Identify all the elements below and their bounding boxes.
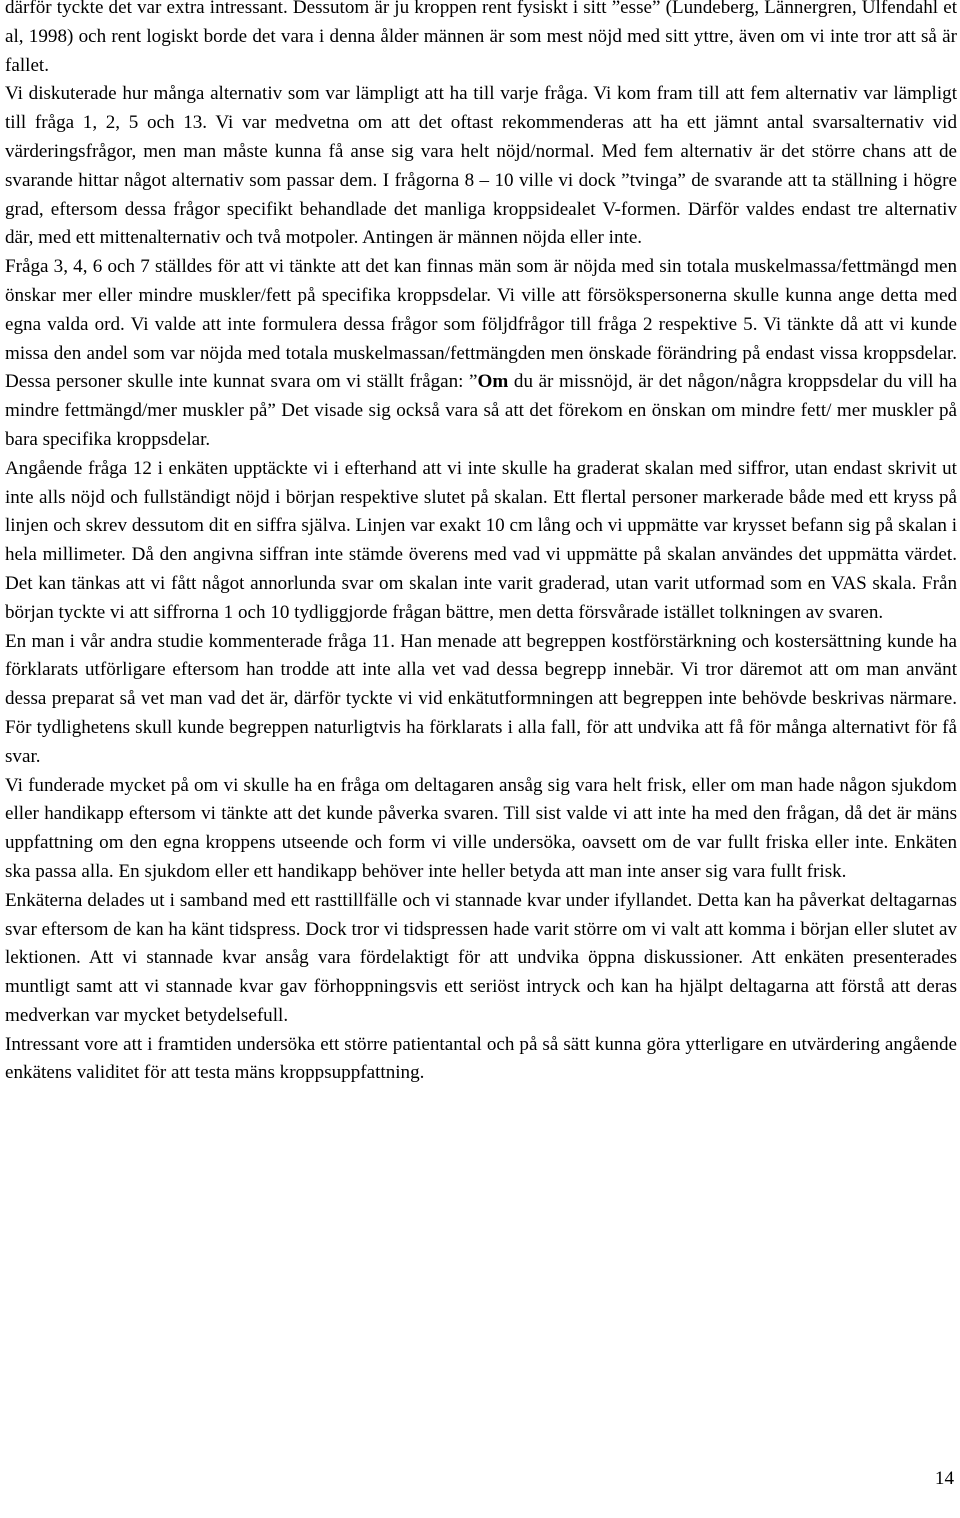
body-text: [5, 0, 957, 1088]
paragraph-future-research: Intressant vore att i framtiden undersöka ett större patientantal och på så sätt kunna göra ytterligare en utvärdering angående enkätens validitet för att testa mäns kroppsuppfattning.: [5, 1033, 957, 1084]
paragraph-answer-alternatives: Vi diskuterade hur många alternativ som var lämpligt att ha till varje fråga. Vi kom fram till att fem alternativ var lämpligt till fråga 1, 2, 5 och 13. Vi var medvetna om att det oftast rekommenderas att ha ett jämnt antal svarsalternativ vid värderingsfrågor, men man måste kunna få anse sig vara helt nöjd/normal. Med fem alternativ är det större chans att de svarande hittar något alternativ som passar dem. I frågorna 8 – 10 ville vi dock ”tvinga” de svarande att ta ställning i högre grad, eftersom dessa frågor specifikt behandlade det manliga kroppsidealet V-formen. Därför valdes endast tre alternativ där, med ett mittenalternativ och två motpoler. Antingen är männen nöjda eller inte.: [5, 83, 957, 249]
paragraph-health-question: Vi funderade mycket på om vi skulle ha en fråga om deltagaren ansåg sig vara helt frisk, eller om man hade någon sjukdom eller handikapp eftersom vi tänkte att det kunde påverka svaren. Till sist valde vi att inte ha med den frågan, då det är mäns uppfattning om den egna kroppens utseende och form vi ville undersöka, oavsett om de var fullt friska eller inte. Enkäten ska passa alla. En sjukdom eller ett handikapp behöver inte heller betyda att man inte anser sig vara fullt frisk.: [5, 774, 957, 882]
paragraph-distribution: Enkäterna delades ut i samband med ett rasttillfälle och vi stannade kvar under ifyllandet. Detta kan ha påverkat deltagarnas svar eftersom de kan ha känt tidspress. Dock tror vi tidspressen hade varit större om vi valt att komma i början eller slutet av lektionen. Att vi stannade kvar ansåg vara fördelaktigt för att undvika öppna diskussioner. Att enkäten presenterades muntligt samt att vi stannade kvar gav förhoppningsvis ett seriöst intryck och kan ha hjälpt deltagarna att förstå att deras medverkan var mycket betydelsefull.: [5, 889, 957, 1026]
page-number: 14: [934, 1468, 954, 1489]
paragraph-questions-text-before: Fråga 3, 4, 6 och 7 ställdes för att vi tänkte att det kan finnas män som är nöjda med sin totala muskelmassa/fettmängd men önskar mer eller mindre muskler/fett på specifika kroppsdelar. Vi ville att försökspersonerna skulle kunna ange detta med egna valda ord. Vi valde att inte formulera dessa frågor som följdfrågor till fråga 2 respektive 5. Vi tänkte då att vi kunde missa den andel som var nöjda med totala muskelmassan/fettmängden men önskade förändring på endast vissa kroppsdelar. Dessa personer skulle inte kunnat svara om vi ställt frågan: ”: [5, 256, 957, 393]
emphasis-om: Om: [477, 371, 509, 393]
paragraph-questions-3-4-6-7: [5, 253, 957, 455]
paragraph-question-11-terms: En man i vår andra studie kommenterade fråga 11. Han menade att begreppen kostförstärkning och kostersättning kunde ha förklarats utförligare eftersom han trodde att inte alla vet vad dessa begrepp innebär. Vi tror däremot att om man använt dessa preparat så vet man vad det är, därför tyckte vi vid enkätutformningen att begreppen inte behövde beskrivas närmare. För tydlighetens skull kunde begreppen naturligtvis ha förklarats i alla fall, för att undvika att få för många alternativt för få svar.: [5, 630, 957, 767]
paragraph-question-12-scale: Angående fråga 12 i enkäten upptäckte vi i efterhand att vi inte skulle ha graderat skalan med siffror, utan endast skrivit ut inte alls nöjd och fullständigt nöjd i början respektive slutet på skalan. Ett flertal personer markerade både med ett kryss på linjen och skrev dessutom dit en siffra själva. Linjen var exakt 10 cm lång och vi uppmätte var krysset befann sig på skalan i hela millimeter. Då den angivna siffran inte stämde överens med vad vi uppmätte på skalan användes det uppmätta värdet. Det kan tänkas att vi fått något annorlunda svar om skalan inte varit graderad, utan varit utformad som en VAS skala. Från början tyckte vi att siffrorna 1 och 10 tydliggjorde frågan bättre, men detta försvårade istället tolkningen av svaren.: [5, 457, 957, 623]
paragraph-body-ideal: därför tyckte det var extra intressant. Dessutom är ju kroppen rent fysiskt i sitt ”esse” (Lundeberg, Lännergren, Ulfendahl et al, 1998) och rent logiskt borde det vara i denna ålder männen är som mest nöjd med sitt yttre, även om vi inte tror att så är fallet.: [5, 0, 957, 76]
paragraph-questions-text-after: du är missnöjd, är det någon/några kroppsdelar du vill ha mindre fettmängd/mer muskler på” Det visade sig också vara så att det förekom en önskan om mindre fett/ mer muskler på bara specifika kroppsdelar.: [5, 371, 958, 450]
